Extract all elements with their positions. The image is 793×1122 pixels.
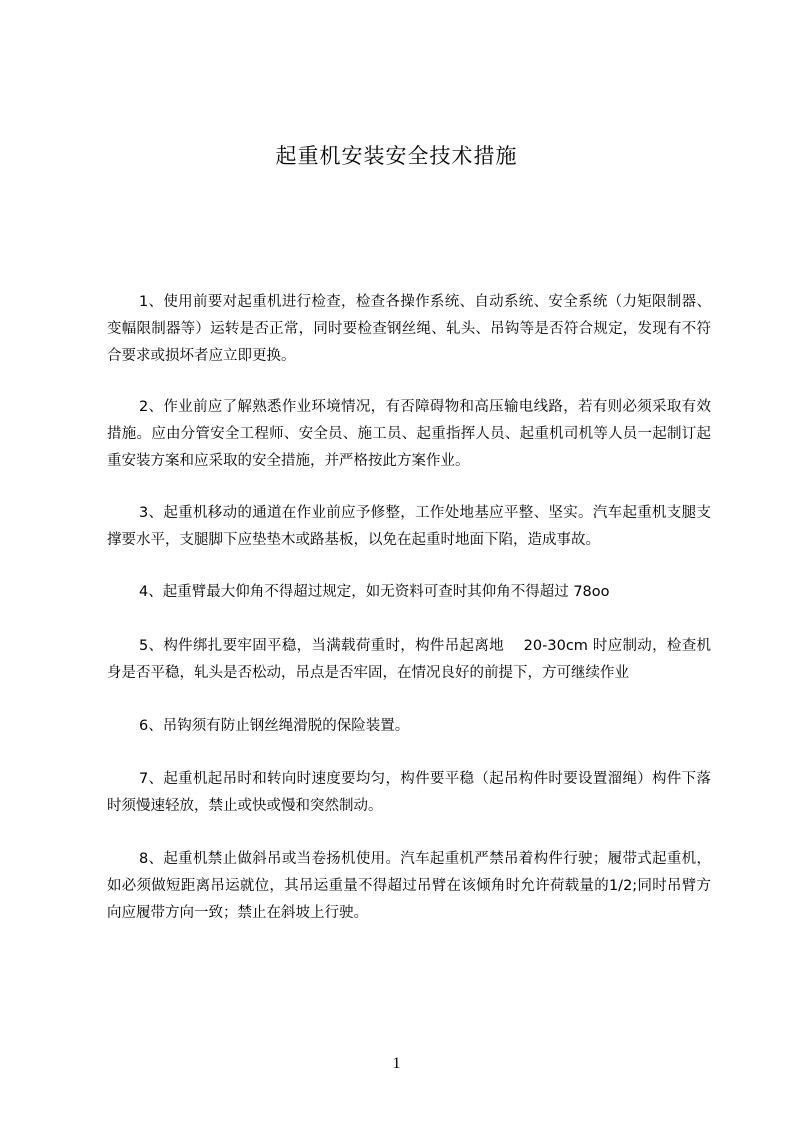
paragraph-1: 1、使用前要对起重机进行检查，检查各操作系统、自动系统、安全系统（力矩限制器、变幅限制器等）运转是否正常，同时要检查钢丝绳、轧头、吊钩等是否符合规定，发现有不符合要求或损坏者应立即更换。 (107, 294, 711, 364)
paragraph-2: 2、作业前应了解熟悉作业环境情况，有否障碍物和高压输电线路，若有则必须采取有效措施。应由分管安全工程师、安全员、施工员、起重指挥人员、起重机司机等人员一起制订起重安装方案和应采取的安全措施，并严格按此方案作业。 (107, 399, 711, 469)
paragraph-4: 4、起重臂最大仰角不得超过规定，如无资料可查时其仰角不得超过 78oo (139, 584, 610, 600)
paragraph-6: 6、吊钩须有防止钢丝绳滑脱的保险装置。 (139, 718, 410, 734)
page-number: 1 (392, 1055, 401, 1072)
paragraph-5: 5、构件绑扎要牢固平稳，当满载荷重时，构件吊起离地 20-30cm 时应制动，检查机身是否平稳，轧头是否松动，吊点是否牢固，在情况良好的前提下，方可继续作业 (107, 638, 711, 681)
paragraph-8: 8、起重机禁止做斜吊或当卷扬机使用。汽车起重机严禁吊着构件行驶；履带式起重机，如必须做短距离吊运就位，其吊运重量不得超过吊臂在该倾角时允许荷载量的1/2;同时吊臂方向应履带方向一致；禁止在斜坡上行驶。 (107, 851, 711, 921)
paragraph-7: 7、起重机起吊时和转向时速度要均匀，构件要平稳（起吊构件时要设置溜绳）构件下落时须慢速轻放，禁止或快或慢和突然制动。 (107, 771, 711, 814)
document-title: 起重机安装安全技术措施 (275, 144, 518, 168)
paragraph-3: 3、起重机移动的通道在作业前应予修整，工作处地基应平整、坚实。汽车起重机支腿支撑要水平，支腿脚下应垫垫木或路基板，以免在起重时地面下陷，造成事故。 (107, 505, 711, 548)
